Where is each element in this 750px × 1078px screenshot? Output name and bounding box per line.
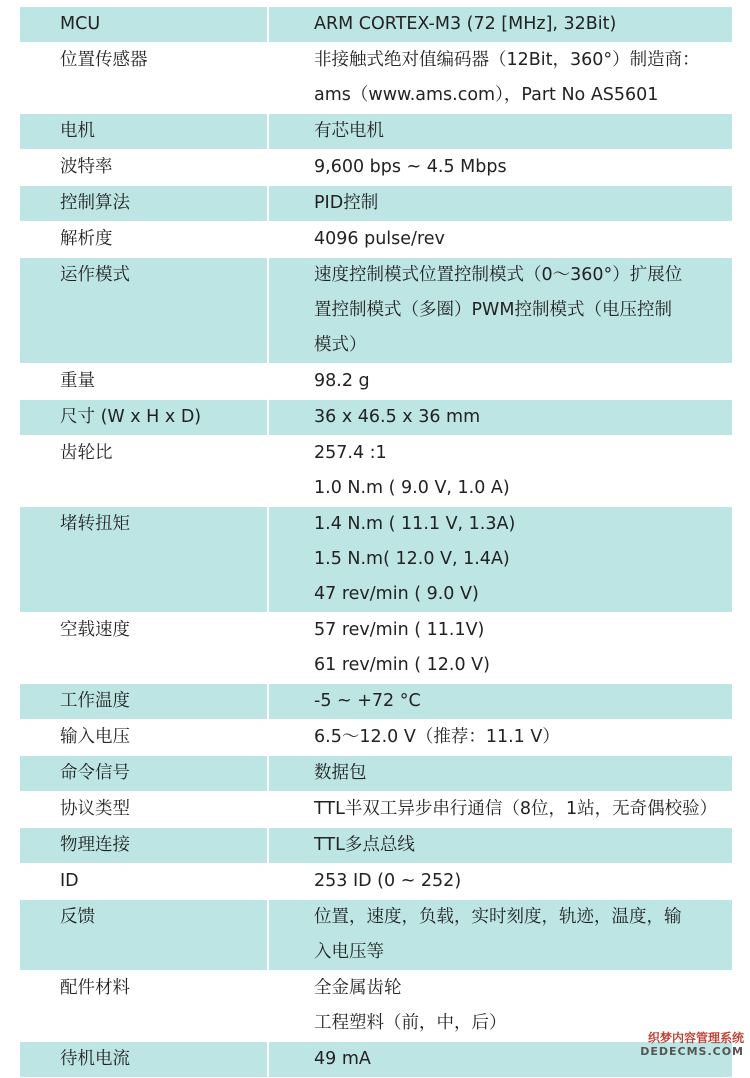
spec-value-line: 位置，速度，负载，实时刻度，轨迹，温度，输	[314, 907, 682, 927]
spec-label: 运作模式	[20, 258, 267, 363]
spec-value	[269, 222, 732, 257]
spec-value	[269, 436, 732, 506]
spec-row	[20, 828, 732, 864]
spec-label: 解析度	[60, 229, 113, 249]
spec-value-line: 全金属齿轮	[314, 978, 402, 998]
spec-label: 协议类型	[60, 799, 130, 819]
spec-value-line: 257.4 :1	[314, 443, 387, 463]
spec-value	[269, 864, 732, 899]
spec-row	[20, 792, 732, 828]
spec-value-line: TTL多点总线	[314, 835, 415, 855]
spec-label: 工作温度	[20, 684, 267, 719]
spec-value	[269, 400, 732, 435]
spec-label: 输入电压	[60, 727, 130, 747]
spec-value	[269, 792, 732, 827]
spec-value	[269, 507, 732, 612]
spec-label: 波特率	[60, 157, 113, 177]
spec-value-line: 57 rev/min ( 11.1V)	[314, 620, 485, 640]
spec-label: 空载速度	[60, 620, 130, 640]
spec-value	[269, 613, 732, 683]
watermark-logo	[640, 1032, 744, 1058]
spec-value	[269, 114, 732, 149]
spec-value-line: 61 rev/min ( 12.0 V)	[314, 655, 490, 675]
spec-value	[269, 150, 732, 185]
spec-value-line: 1.4 N.m ( 11.1 V, 1.3A)	[314, 514, 516, 534]
spec-row	[20, 114, 732, 150]
watermark-cn: 织梦内容管理系统	[647, 1031, 744, 1045]
spec-label: 控制算法	[20, 186, 267, 221]
spec-label: 物理连接	[20, 828, 267, 863]
spec-label: 位置传感器	[60, 50, 148, 70]
spec-value-line: 1.5 N.m( 12.0 V, 1.4A)	[314, 549, 510, 569]
spec-value-line: 6.5～12.0 V（推荐：11.1 V）	[314, 727, 560, 747]
spec-label: 待机电流	[20, 1042, 267, 1077]
spec-value-line: 入电压等	[314, 942, 384, 962]
spec-label: 电机	[20, 114, 267, 149]
spec-value	[269, 900, 732, 970]
spec-label: 齿轮比	[60, 443, 113, 463]
spec-value	[269, 684, 732, 719]
spec-row	[20, 1042, 732, 1078]
spec-value-line: 1.0 N.m ( 9.0 V, 1.0 A)	[314, 478, 510, 498]
spec-value	[269, 364, 732, 399]
spec-value	[269, 186, 732, 221]
spec-value	[269, 7, 732, 42]
spec-label: 配件材料	[60, 978, 130, 998]
spec-row	[20, 684, 732, 720]
spec-value-line: 非接触式绝对值编码器（12Bit，360°）制造商：	[314, 50, 700, 70]
spec-label: ID	[60, 871, 79, 891]
spec-row	[20, 613, 732, 684]
spec-value-line: 49 mA	[314, 1049, 371, 1069]
spec-label: MCU	[20, 7, 267, 42]
spec-value-line: 数据包	[314, 763, 367, 783]
spec-row	[20, 720, 732, 756]
spec-row	[20, 400, 732, 436]
spec-value-line: 47 rev/min ( 9.0 V)	[314, 584, 479, 604]
spec-label: 重量	[60, 371, 95, 391]
spec-row	[20, 971, 732, 1042]
spec-value	[269, 756, 732, 791]
spec-label: 反馈	[20, 900, 267, 970]
spec-row	[20, 900, 732, 971]
spec-row	[20, 756, 732, 792]
spec-value-line: 有芯电机	[314, 121, 384, 141]
spec-label: 命令信号	[20, 756, 267, 791]
spec-label: 尺寸 (W x H x D)	[20, 400, 267, 435]
spec-value-line: PID控制	[314, 193, 379, 213]
spec-value-line: 置控制模式（多圈）PWM控制模式（电压控制	[314, 300, 672, 320]
spec-row	[20, 222, 732, 258]
spec-row	[20, 150, 732, 186]
spec-value-line: 253 ID (0 ~ 252)	[314, 871, 462, 891]
spec-row	[20, 864, 732, 900]
spec-value	[269, 258, 732, 363]
spec-value	[269, 828, 732, 863]
spec-value	[269, 720, 732, 755]
spec-value-line: ams（www.ams.com），Part No AS5601	[314, 85, 659, 105]
spec-value-line: 工程塑料（前，中，后）	[314, 1013, 507, 1033]
spec-value-line: 98.2 g	[314, 371, 370, 391]
spec-row	[20, 258, 732, 364]
spec-value-line: 9,600 bps ~ 4.5 Mbps	[314, 157, 507, 177]
spec-value-line: TTL半双工异步串行通信（8位，1站，无奇偶校验）	[314, 799, 718, 819]
spec-row	[20, 7, 732, 43]
spec-value	[269, 43, 732, 113]
spec-value-line: ARM CORTEX-M3 (72 [MHz], 32Bit)	[314, 14, 617, 34]
spec-value-line: 36 x 46.5 x 36 mm	[314, 407, 481, 427]
spec-table	[20, 7, 732, 1078]
watermark-en: DEDECMS.COM	[640, 1045, 744, 1058]
spec-row	[20, 436, 732, 507]
spec-row	[20, 186, 732, 222]
spec-value-line: 4096 pulse/rev	[314, 229, 445, 249]
spec-value-line: 速度控制模式位置控制模式（0～360°）扩展位	[314, 265, 683, 285]
spec-label: 堵转扭矩	[20, 507, 267, 612]
spec-value-line: 模式）	[314, 335, 367, 355]
spec-row	[20, 507, 732, 613]
spec-value-line: -5 ~ +72 °C	[314, 691, 421, 711]
spec-row	[20, 364, 732, 400]
spec-row	[20, 43, 732, 114]
